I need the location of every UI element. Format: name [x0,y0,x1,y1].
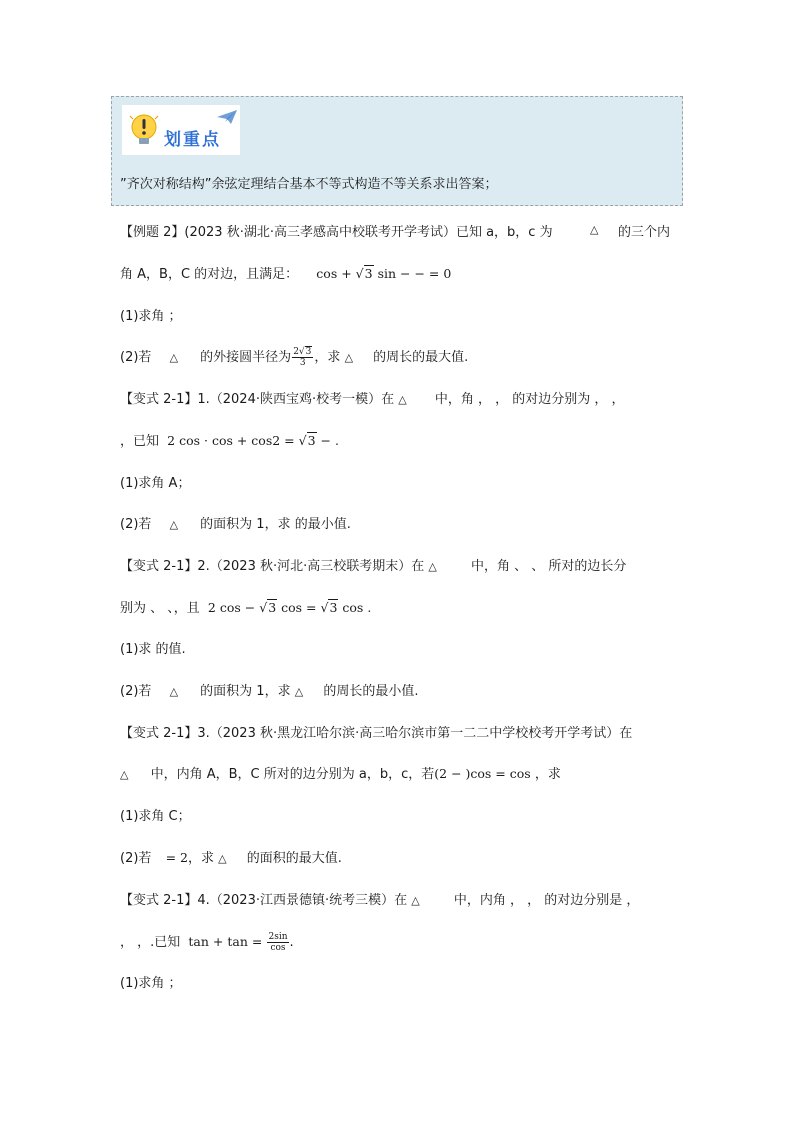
question-text: 的外接圆半径为 [200,350,292,365]
fraction [267,932,288,953]
variant-heading-tail: 中，角 、 、 所对的边长分 [471,559,627,574]
variant-2-question-1: (1)求 的值. [120,642,186,657]
question-text: (2)若 [120,350,152,365]
equation-part: cos = [281,600,317,615]
key-point-title: 划重点 [164,130,221,150]
variant-3-question-1: (1)求角 C； [120,809,191,824]
fraction-numerator-radicand: 3 [305,347,312,357]
fraction-denominator: 3 [299,358,306,368]
variant-3-line-2 [120,763,561,782]
lightbulb-icon [128,112,160,148]
fraction: $\frac{2√3}{3}$ [293,347,312,368]
equation-part: . [289,935,294,950]
sqrt-radicand: 3 [364,266,373,281]
variant-1-equation: 2 cos · cos + cos2 = √3 − . [167,433,339,448]
triangle-symbol: △ [120,768,129,781]
example-2-question-2 [120,346,468,368]
variant-1-heading [120,388,625,407]
variant-4-heading [120,889,639,908]
fraction-numerator: 2sin [268,932,288,942]
question-text: 的面积的最大值. [246,851,342,866]
variant-heading-tail: 中，内角 ， ， 的对边分别是 ， [453,893,640,908]
variant-heading-text: 【变式 2-1】2.（2023 秋·河北·高三校联考期末）在 [120,559,425,574]
triangle-symbol: △ [428,560,437,573]
condition-text: ， ，.已知 [120,935,181,950]
variant-3-equation-2: = 2 [165,850,188,865]
question-text: 的面积为 1，求 的最小值. [200,517,351,532]
paper-plane-icon [216,109,238,125]
triangle-symbol: △ [344,351,354,364]
variant-heading-tail: 中，角 ， ， 的对边分别为 ， ， [434,392,625,407]
question-text: 的周长的最大值. [373,350,469,365]
key-point-callout [111,96,683,206]
equation-part: sin − − = 0 [377,266,452,281]
triangle-symbol: △ [169,518,179,531]
question-text: (2)若 [120,517,152,532]
variant-2-heading [120,555,626,574]
question-text: 的面积为 1，求 [200,684,291,699]
example-2-equation [316,266,451,281]
triangle-symbol: △ [169,685,179,698]
triangle-symbol: △ [398,393,407,406]
question-text: ，求 [187,851,214,866]
question-text: ，求 [314,350,341,365]
triangle-symbol: △ [411,894,420,907]
triangle-symbol: △ [218,852,227,865]
equation-part: 2 cos − [207,600,256,615]
condition-text: ，求 [534,767,561,782]
variant-heading-text: 【变式 2-1】4.（2023·江西景德镇·统考三模）在 [120,893,408,908]
fraction-denominator: cos [270,943,286,953]
question-text: 的周长的最小值. [323,684,419,699]
sqrt: √3 [355,266,373,281]
equation-part: cos . [342,600,372,615]
example-2-heading-tail: 的三个内 [618,225,671,240]
example-2-condition-text: 角 A，B，C 的对边，且满足： [120,267,299,282]
variant-1-question-2 [120,513,351,532]
condition-text: 别为 、 、，且 [120,601,200,616]
example-2-heading-text: 【例题 2】(2023 秋·湖北·高三孝感高中校联考开学考试）已知 a，b，c 为 [120,225,553,240]
variant-1-line-2 [120,430,339,449]
triangle-symbol: △ [169,351,179,364]
equation-part: 2 cos · cos + cos2 = [167,433,295,448]
variant-3-heading: 【变式 2-1】3.（2023 秋·黑龙江哈尔滨·高三哈尔滨市第一二二中学校校考开学考试）在 [120,726,633,741]
sqrt-radicand: 3 [329,600,338,615]
variant-2-line-2 [120,597,371,616]
fraction-numerator-coef: 2 [293,347,299,357]
variant-2-equation: 2 cos − √3 cos = √3 cos . [207,600,372,615]
variant-1-question-1: (1)求角 A； [120,476,191,491]
key-point-text: ”齐次对称结构”余弦定理结合基本不等式构造不等关系求出答案； [120,177,498,192]
example-2-heading [120,221,553,240]
triangle-symbol: △ [294,685,304,698]
variant-4-question-1: (1)求角 ； [120,976,182,991]
sqrt-radicand: 3 [268,600,277,615]
example-2-line-2 [120,263,451,282]
variant-3-question-2 [120,847,342,866]
equation-part: cos + [316,266,352,281]
variant-heading-text: 【变式 2-1】1.（2024·陕西宝鸡·校考一模）在 [120,392,395,407]
key-point-badge [122,105,240,155]
variant-3-equation: (2 − )cos = cos [434,766,531,781]
condition-text: 中，内角 A，B，C 所对的边分别为 a，b，c，若 [150,767,435,782]
question-text: (2)若 [120,851,152,866]
triangle-symbol: △ [590,223,599,236]
variant-4-equation: tan + tan = [188,934,263,949]
variant-2-question-2 [120,680,418,699]
example-2-question-1: (1)求角 ； [120,309,182,324]
sqrt-radicand: 3 [307,433,316,448]
equation-part: − . [320,433,339,448]
variant-4-line-2 [120,931,294,953]
question-text: (2)若 [120,684,152,699]
condition-text: ，已知 [120,434,160,449]
